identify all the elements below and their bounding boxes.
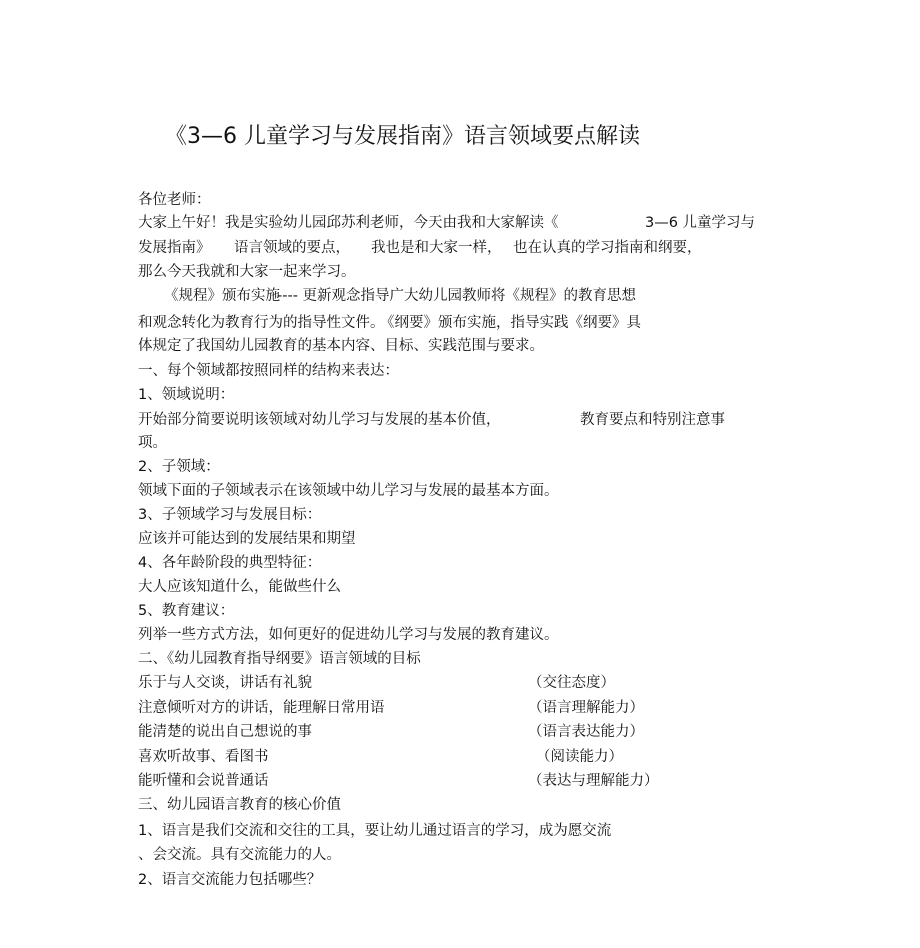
intro-line: 大家上午好！我是实验幼儿园邱苏利老师，今天由我和大家解读《 bbox=[138, 215, 559, 231]
intro-line: 语言领域的要点， bbox=[234, 240, 350, 256]
item-text: 开始部分简要说明该领域对幼儿学习与发展的基本价值， bbox=[138, 412, 501, 428]
section-heading: 二、《幼儿园教育指导纲要》语言领域的目标 bbox=[138, 651, 421, 667]
item-label: 5、教育建议： bbox=[138, 603, 235, 619]
para-line: 体规定了我国幼儿园教育的基本内容、目标、实践范围与要求。 bbox=[138, 338, 544, 354]
para-line: 《纲要》颁布实施，指导实践《纲要》具 bbox=[380, 315, 641, 331]
intro-line: 发展指南》 bbox=[138, 240, 211, 256]
item-text: 项。 bbox=[138, 435, 167, 451]
section-heading: 三、幼儿园语言教育的核心价值 bbox=[138, 797, 341, 813]
section-heading: 一、每个领域都按照同样的结构来表达： bbox=[138, 363, 399, 379]
item-label: 3、子领域学习与发展目标： bbox=[138, 507, 322, 523]
item-label: 2、子领域： bbox=[138, 459, 220, 475]
goal-category: （交往态度） bbox=[528, 675, 615, 691]
goal-category: （语言表达能力） bbox=[528, 724, 644, 740]
item-text: 列举一些方式方法，如何更好的促进幼儿学习与发展的教育建议。 bbox=[138, 627, 559, 643]
goal-category: （表达与理解能力） bbox=[528, 773, 659, 789]
goal-category: （阅读能力） bbox=[536, 749, 623, 765]
goal-text: 乐于与人交谈，讲话有礼貌 bbox=[138, 675, 312, 691]
goal-text: 能清楚的说出自己想说的事 bbox=[138, 724, 312, 740]
item-text: 大人应该知道什么，能做些什么 bbox=[138, 579, 341, 595]
intro-line: 3—6 儿童学习与 bbox=[645, 215, 756, 231]
goal-text: 喜欢听故事、看图书 bbox=[138, 749, 269, 765]
item-text: 应该并可能达到的发展结果和期望 bbox=[138, 531, 356, 547]
item-label: 1、领域说明： bbox=[138, 387, 235, 403]
document-title: 《3—6 儿童学习与发展指南》语言领域要点解读 bbox=[165, 124, 640, 149]
intro-line: 我也是和大家一样， bbox=[371, 240, 502, 256]
item-text: 教育要点和特别注意事 bbox=[580, 412, 725, 428]
greeting: 各位老师： bbox=[138, 192, 211, 208]
intro-line: 那么今天我就和大家一起来学习。 bbox=[138, 264, 356, 280]
goal-text: 能听懂和会说普通话 bbox=[138, 773, 269, 789]
para-line: 和观念转化为教育行为的指导性文件。 bbox=[138, 315, 385, 331]
goal-text: 注意倾听对方的讲话，能理解日常用语 bbox=[138, 700, 385, 716]
item-label: 4、各年龄阶段的典型特征： bbox=[138, 555, 322, 571]
section-text: 1、语言是我们交流和交往的工具，要让幼儿通过语言的学习，成为愿交流 bbox=[138, 823, 612, 839]
goal-category: （语言理解能力） bbox=[528, 700, 644, 716]
item-text: 领域下面的子领域表示在该领域中幼儿学习与发展的最基本方面。 bbox=[138, 483, 559, 499]
intro-line: 也在认真的学习指南和纲要， bbox=[513, 240, 702, 256]
para-line: 《规程》颁布实施 bbox=[164, 288, 280, 304]
section-text: 2、语言交流能力包括哪些？ bbox=[138, 872, 322, 888]
para-line: ---- 更新观念指导广大幼儿园教师将《规程》的教育思想 bbox=[277, 288, 637, 304]
section-text: 、会交流。具有交流能力的人。 bbox=[138, 847, 341, 863]
